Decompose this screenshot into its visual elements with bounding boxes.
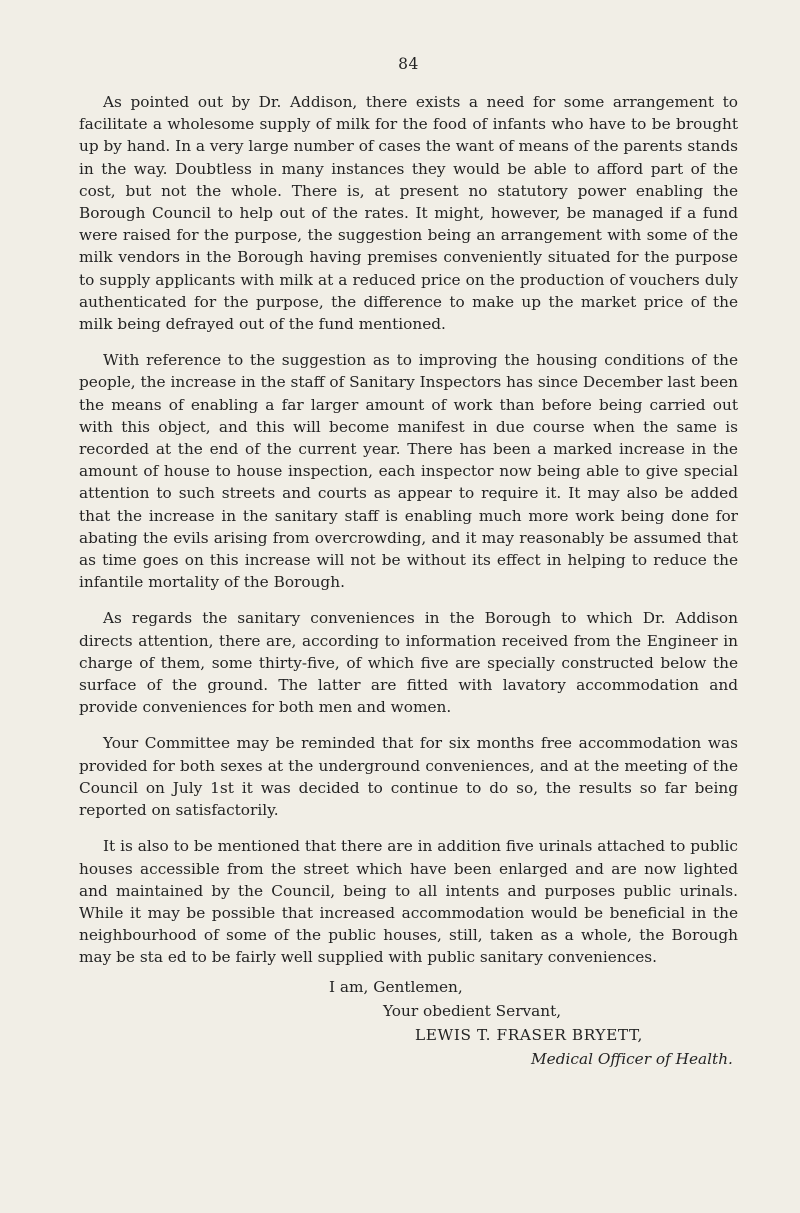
paragraph-sanitary-conveniences: As regards the sanitary conveniences in the Borough to which Dr. Addison directs attention, there are, according to information received from the Engineer in charge of them, some thirty-five, of which five are specially constructed below the surface of the ground. The latter are fitted with lavatory accommodation and provide conveniences for both men and women. — [79, 609, 738, 717]
signatory-title: Medical Officer of Health. — [531, 1049, 733, 1068]
paragraph-housing: With reference to the suggestion as to improving the housing conditions of the people, the increase in the staff of Sanitary Inspectors has since December last been the means of enabling a far larger amount of work than before being carried out with this object, and this will become manifest in due course when the same is recorded at the end of the current year. There has been a marked increase in the amount of house to house inspection, each inspector now being able to give special attention to such streets and courts as appear to require it. It may also be added that the increase in the sanitary staff is enabling much more work being done for abating the evils arising from overcrowding, and it may reasonably be assumed that as time goes on this increase will not be without its effect in helping to reduce the infantile mortality of the Borough. — [79, 351, 738, 592]
page-number: 84 — [398, 55, 419, 73]
paragraph-urinals: It is also to be mentioned that there are in addition five urinals attached to public houses accessible from the street which have been enlarged and are now lighted and maintained by the Council, being to all intents and purposes public urinals. While it may be possible that increased accommodation would be beneficial in the neighbourhood of some of the public houses, still, taken as a whole, the Borough may be sta ed to be fairly well supplied with public sanitary conveniences. — [79, 837, 738, 967]
signatory-name: LEWIS T. FRASER BRYETT, — [415, 1025, 643, 1044]
closing-valediction: Your obedient Servant, — [383, 1001, 562, 1020]
letter-closing — [79, 975, 738, 1071]
paragraph-free-accommodation: Your Committee may be reminded that for six months free accommodation was provided for both sexes at the underground conveniences, and at the meeting of the Council on July 1st it was decided to continue to do so, the results so far being reported on satisfactorily. — [79, 734, 738, 820]
paragraph-milk-supply: As pointed out by Dr. Addison, there exists a need for some arrangement to facilitate a wholesome supply of milk for the food of infants who have to be brought up by hand. In a very large number of cases the want of means of the parents stands in the way. Doubtless in many instances they would be able to afford part of the cost, but not the whole. There is, at present no statutory power enabling the Borough Council to help out of the rates. It might, however, be managed if a fund were raised for the purpose, the suggestion being an arrangement with some of the milk vendors in the Borough having premises conveniently situated for the purpose to supply applicants with milk at a reduced price on the production of vouchers duly authenticated for the purpose, the difference to make up the market price of the milk being defrayed out of the fund mentioned. — [79, 93, 738, 334]
closing-salutation: I am, Gentlemen, — [329, 977, 463, 996]
